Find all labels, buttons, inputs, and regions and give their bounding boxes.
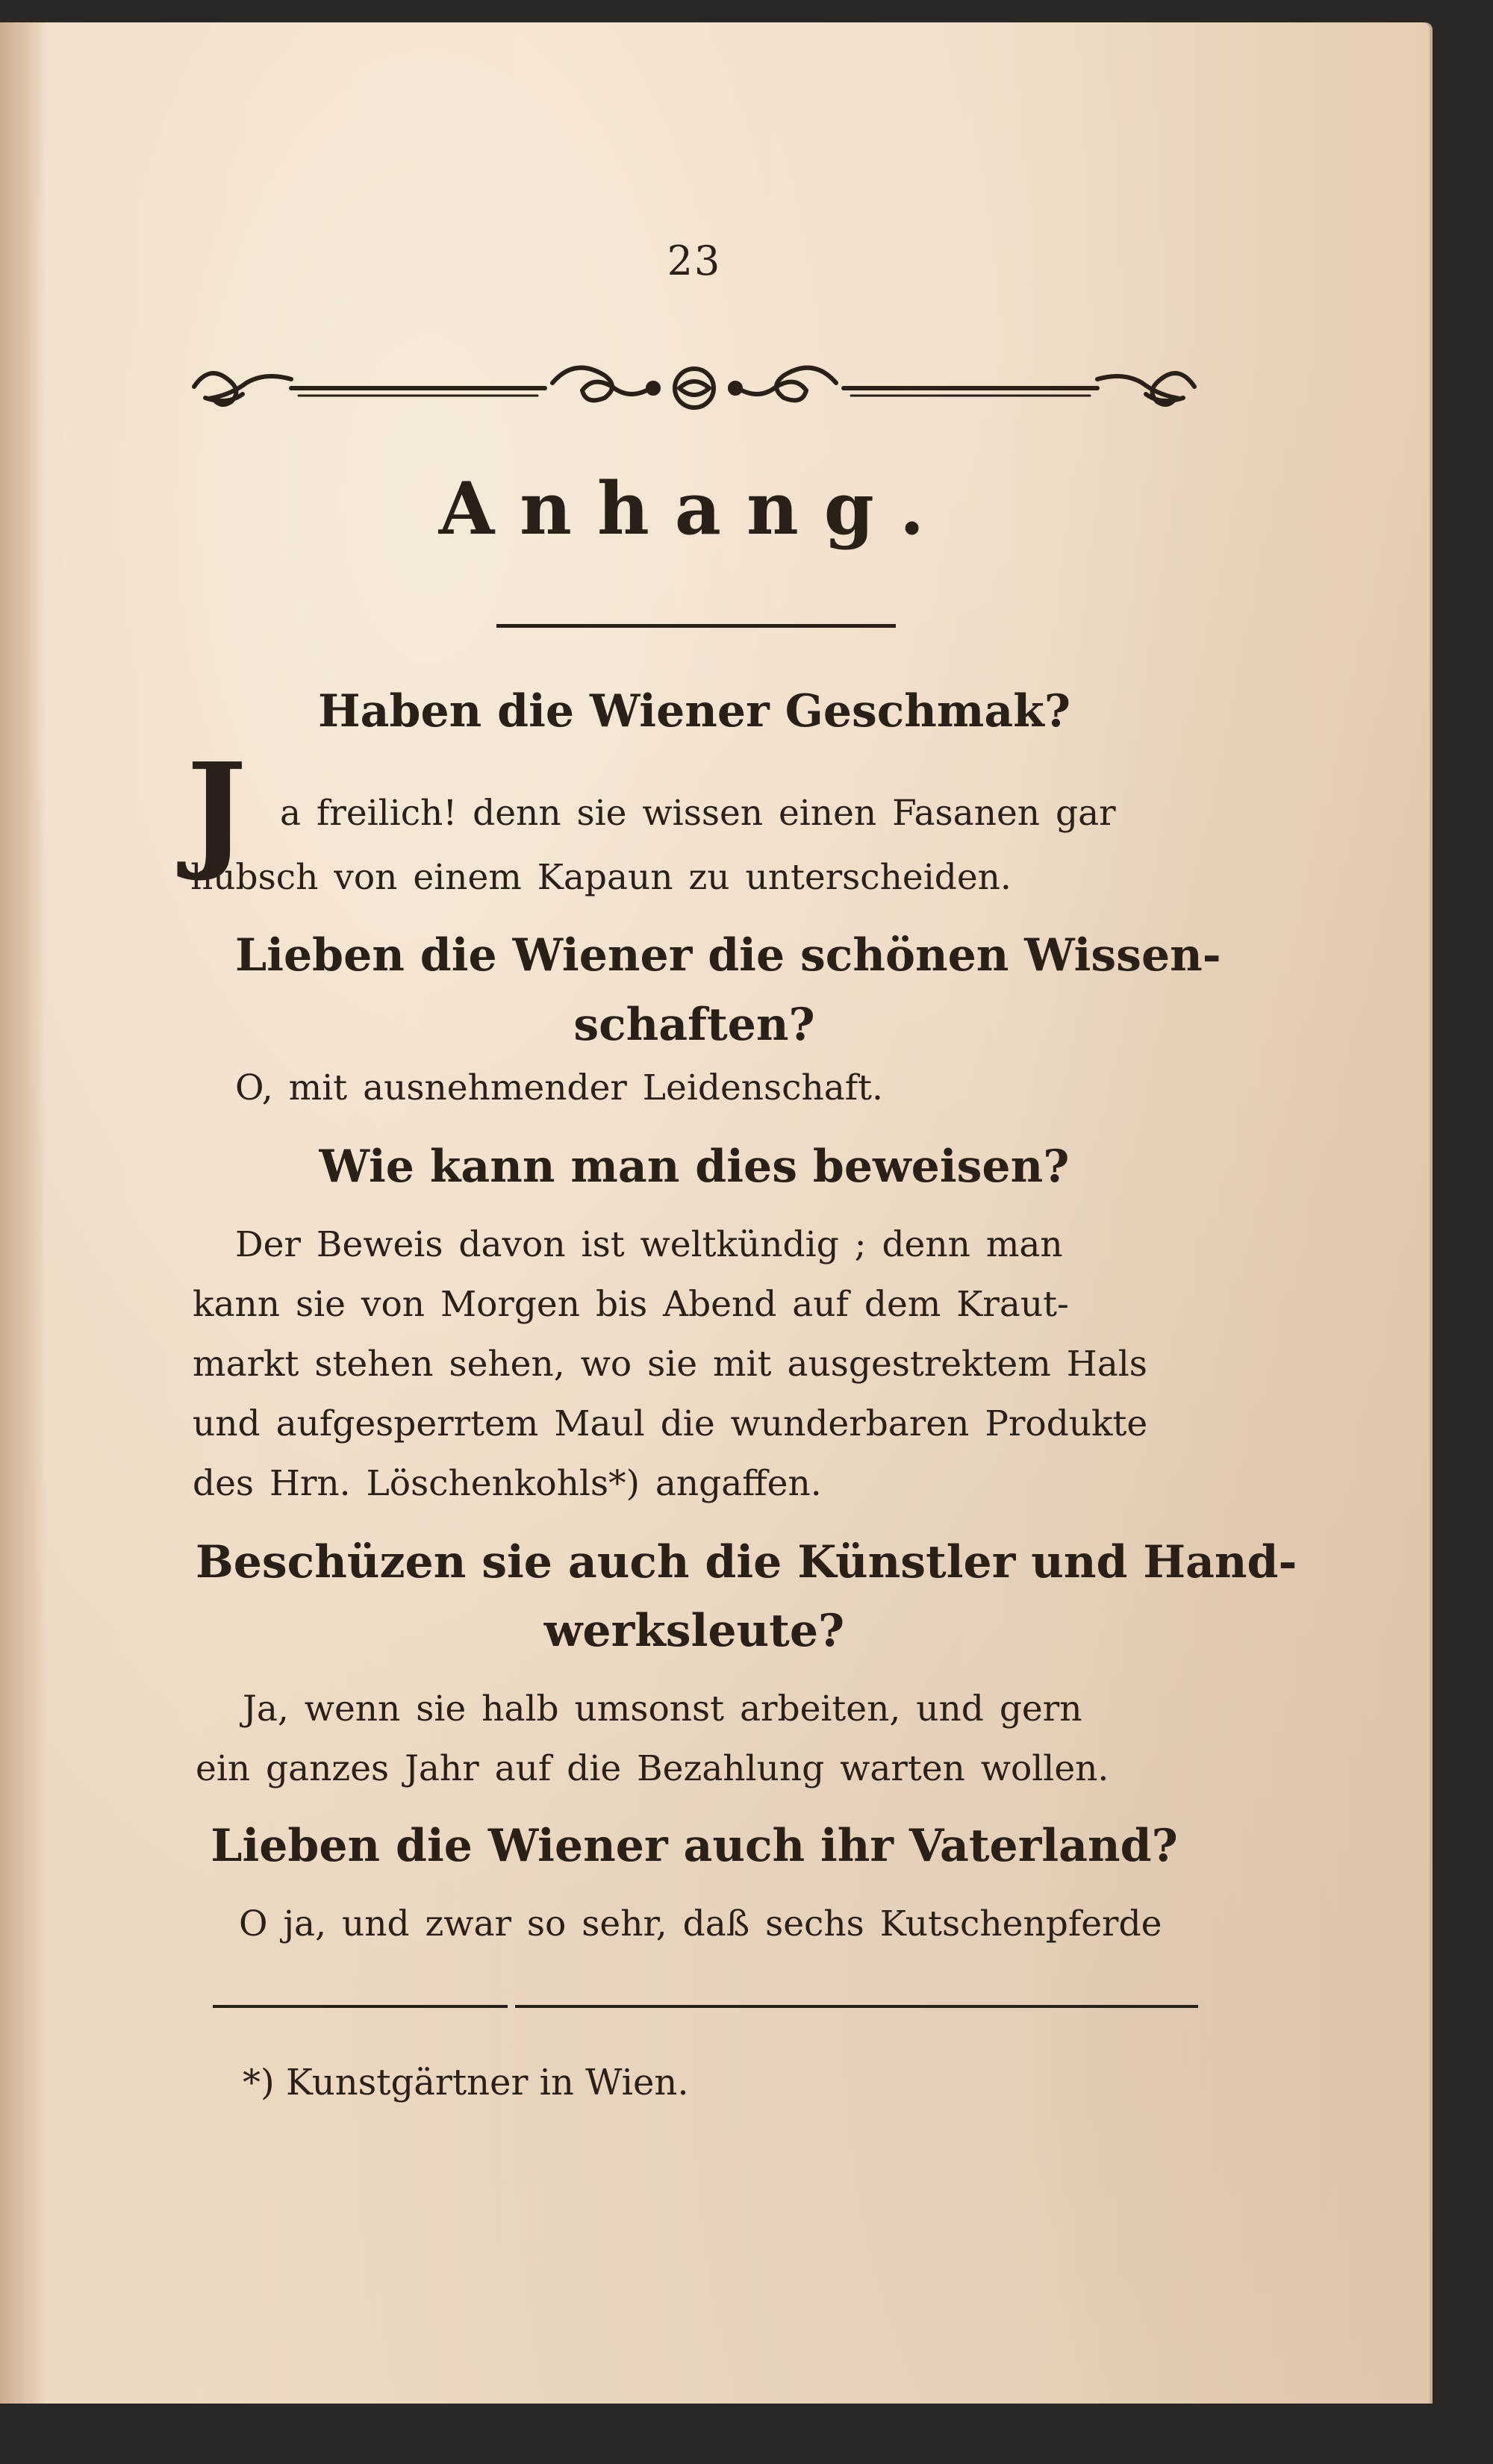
footnote: *) Kunstgärtner in Wien. <box>243 2062 689 2103</box>
footnote-rule <box>213 2005 508 2008</box>
drop-cap: J <box>187 735 247 885</box>
answer-line: und aufgesperrtem Maul die wunderbaren Produkte <box>193 1403 1148 1444</box>
question-heading: Lieben die Wiener auch ihr Vaterland? <box>211 1820 1178 1872</box>
question-heading: werksleute? <box>543 1605 845 1657</box>
answer-line: a freilich! denn sie wissen einen Fasanen gar <box>280 793 1116 834</box>
question-heading: Lieben die Wiener die schönen Wissen- <box>235 929 1221 982</box>
question-heading: Beschüzen sie auch die Künstler und Hand- <box>196 1536 1297 1588</box>
answer-line: Der Beweis davon ist weltkündig ; denn man <box>235 1224 1063 1265</box>
answer-line: O, mit ausnehmender Leidenschaft. <box>235 1067 883 1108</box>
answer-line: kann sie von Morgen bis Abend auf dem Kraut- <box>193 1284 1069 1325</box>
page-number: 23 <box>667 237 722 284</box>
page-gutter <box>0 22 46 2404</box>
question-heading: schaften? <box>573 999 815 1051</box>
answer-line: markt stehen sehen, wo sie mit ausgestrektem Hals <box>193 1344 1147 1385</box>
answer-line: O ja, und zwar so sehr, daß sechs Kutschenpferde <box>239 1903 1162 1944</box>
question-heading: Haben die Wiener Geschmak? <box>317 685 1071 737</box>
answer-line: des Hrn. Löschenkohls*) angaffen. <box>193 1463 822 1504</box>
answer-line: Ja, wenn sie halb umsonst arbeiten, und gern <box>243 1688 1082 1730</box>
footnote-rule <box>515 2005 1198 2008</box>
question-heading: Wie kann man dies beweisen? <box>319 1141 1070 1193</box>
title-rule <box>496 624 896 628</box>
chapter-title: Anhang. <box>438 467 950 551</box>
answer-line: ein ganzes Jahr auf die Bezahlung warten wollen. <box>196 1748 1109 1789</box>
ornament-divider <box>187 342 1202 424</box>
answer-line: hübsch von einem Kapaun zu unterscheiden. <box>190 857 1012 898</box>
